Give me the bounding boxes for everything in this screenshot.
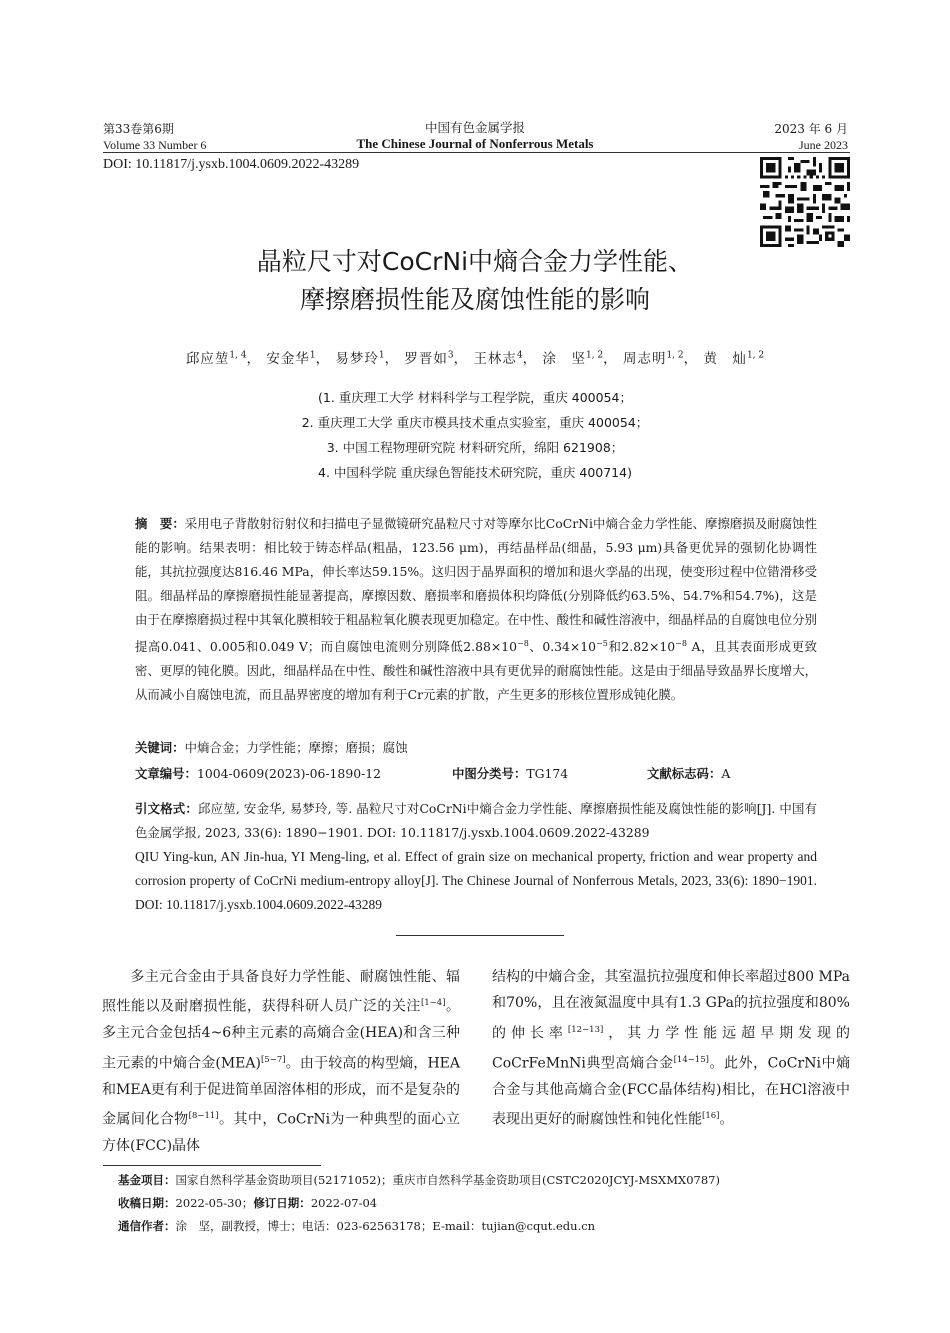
article-title-line2: 摩擦磨损性能及腐蚀性能的影响: [299, 285, 650, 314]
author-name: 安金华: [266, 351, 310, 367]
reference-mark[interactable]: [5−7]: [260, 1054, 286, 1065]
keywords-text: 中熵合金；力学性能；摩擦；磨损；腐蚀: [184, 740, 408, 755]
affiliation-1: (1. 重庆理工大学 材料科学与工程学院，重庆 400054；: [318, 390, 632, 405]
footnote-rule: [103, 1165, 321, 1166]
article-title: [100, 243, 850, 319]
body-column-right: [492, 964, 850, 1133]
abstract-text: 、0.34×10: [528, 639, 597, 655]
exponent: −8: [675, 639, 687, 648]
body-text: 结构的中熵合金，其室温抗拉强度和伸长率超过800 MPa和70%，且在液氮温度中具有1.3 GPa的抗拉强度和80%的伸长率: [492, 969, 850, 1042]
clc-label: 中图分类号：: [452, 766, 527, 781]
body-text: 。此外，CoCrNi中熵合金与其他高熵合金(FCC晶体结构)相比，在HCl溶液中表现出更好的耐腐蚀性和钝化性能: [492, 1055, 850, 1128]
journal-name: [300, 119, 650, 152]
header-date-en: June 2023: [799, 138, 848, 152]
author-affiliation-mark: 3: [447, 350, 454, 361]
citation-label: 引文格式：: [135, 801, 199, 816]
document-code-value: A: [721, 766, 731, 781]
abstract-text: 采用电子背散射衍射仪和扫描电子显微镜研究晶粒尺寸对等摩尔比CoCrNi中熵合金力学性能、摩擦磨损及耐腐蚀性能的影响。结果表明：相比较于铸态样品(粗晶，123.56 μm)，再结晶样品(细晶，5.93 μm)具备更优异的强韧化协调性能，其抗拉强度达816.46 MPa，伸长率达59.15%。这归因于晶界面积的增加和退火孪晶的出现，使变形过程中位错滑移受阻。细晶样品的摩擦磨损性能显著提高，摩擦因数、磨损率和磨损体积均降低(分别降低约63.5%、54.7%和54.7%)，这是由于在摩擦磨损过程中其氧化膜相较于粗晶粒氧化膜表现更加稳定。在中性、酸性和碱性溶液中，细晶样品的自腐蚀电位分别提高0.041、0.005和0.049 V；而自腐蚀电流则分别降低2.88×10: [135, 516, 817, 655]
reference-mark[interactable]: [1−4]: [420, 998, 446, 1009]
author-name: 王林志: [473, 351, 517, 367]
body-text: 。多主元合金包括4~6种主元素的高熵合金(HEA)和含三种主元素的中熵合金(MEA): [102, 998, 461, 1072]
document-code: [647, 763, 730, 785]
author-name: 邱应堃: [185, 351, 230, 367]
author-affiliation-mark: 1: [378, 350, 385, 361]
reference-mark[interactable]: [8−11]: [188, 1110, 219, 1121]
author-name: 易梦玲: [335, 351, 379, 367]
abstract: [135, 512, 817, 707]
author-affiliation-mark: 4: [516, 350, 523, 361]
abstract-text: 和2.82×10: [607, 639, 676, 655]
body-text: ，其力学性能远超早期发现的CoCrFeMnNi典型高熵合金: [492, 1025, 851, 1072]
abstract-label: 摘 要：: [135, 516, 185, 531]
footnote-corresponding: [118, 1218, 838, 1234]
footnote-dates: [118, 1195, 838, 1211]
body-column-left: [102, 964, 460, 1159]
corresponding-text: 涂 坚，副教授，博士；电话：023-62563178；E-mail：tujian@cqut.edu.cn: [175, 1219, 596, 1233]
header-date-cn: 2023 年 6 月: [774, 122, 848, 136]
citation-format: [135, 797, 817, 917]
doi[interactable]: DOI: 10.11817/j.ysxb.1004.0609.2022-43289: [103, 157, 360, 172]
author-affiliation-mark: 1, 2: [666, 350, 684, 361]
header-date: [774, 121, 848, 153]
qr-code-icon[interactable]: [760, 157, 850, 247]
body-text: 多主元合金由于具备良好力学性能、耐腐蚀性能、辐照性能以及耐磨损性能，获得科研人员广泛的关注: [102, 969, 460, 1015]
clc-number: [452, 763, 568, 785]
header-volume-en: Volume 33 Number 6: [103, 138, 207, 152]
revised-label: 修订日期：: [253, 1196, 311, 1210]
reference-mark[interactable]: [14−15]: [673, 1054, 709, 1065]
footnote-funding: [118, 1172, 838, 1188]
affiliation-3: 3. 中国工程物理研究院 材料研究所，绵阳 621908；: [326, 440, 624, 455]
citation-en: QIU Ying-kun, AN Jin-hua, YI Meng-ling, et al. Effect of grain size on mechanical property, friction and wear property and corrosion property of CoCrNi medium-entropy alloy[J]. The Chinese Journal of Nonferrous Metals, 2023, 33(6): 1890−1901. DOI: 10.11817/j.ysxb.1004.0609.2022-43289: [135, 849, 817, 912]
journal-name-en: The Chinese Journal of Nonferrous Metals: [356, 136, 594, 151]
article-title-line1: 晶粒尺寸对CoCrNi中熵合金力学性能、: [256, 247, 694, 276]
section-divider: [396, 935, 564, 936]
keywords: [135, 737, 817, 759]
header-rule: [103, 152, 850, 153]
affiliation-2: 2. 重庆理工大学 重庆市模具技术重点实验室，重庆 400054；: [301, 415, 649, 430]
header-volume-cn: 第33卷第6期: [103, 122, 174, 136]
reference-mark[interactable]: [16]: [702, 1110, 720, 1121]
funding-label: 基金项目：: [118, 1173, 176, 1187]
author-affiliation-mark: 1: [309, 350, 316, 361]
clc-value: TG174: [526, 766, 569, 781]
author-name: 涂 坚: [542, 351, 586, 367]
body-text: 。其中，CoCrNi为一种典型的面心立方体(FCC)晶体: [102, 1111, 460, 1154]
received-label: 收稿日期：: [118, 1196, 176, 1210]
corresponding-label: 通信作者：: [118, 1219, 176, 1233]
document-code-label: 文献标志码：: [647, 766, 722, 781]
article-number-label: 文章编号：: [135, 766, 197, 781]
author-affiliation-mark: 1, 2: [585, 350, 604, 361]
keywords-label: 关键词：: [135, 740, 185, 755]
exponent: −8: [517, 639, 529, 648]
author-name: 罗晋如: [404, 351, 448, 367]
citation-cn: 邱应堃, 安金华, 易梦玲, 等. 晶粒尺寸对CoCrNi中熵合金力学性能、摩擦磨损性能及腐蚀性能的影响[J]. 中国有色金属学报, 2023, 33(6): 1890−1901. DOI: 10.11817/j.ysxb.1004.0609.2022-43289: [135, 801, 818, 840]
author-affiliation-mark: 1, 2: [746, 350, 765, 361]
body-text: 。: [719, 1111, 734, 1128]
author-affiliation-mark: 1, 4: [229, 350, 247, 361]
revised-date: 2022-07-04: [310, 1196, 378, 1210]
header-volume: [103, 121, 206, 153]
exponent: −5: [596, 639, 608, 648]
author-name: 黄 灿: [703, 351, 747, 367]
received-date: 2022-05-30；: [175, 1196, 254, 1210]
reference-mark[interactable]: [12−13]: [567, 1024, 604, 1035]
author-name: 周志明: [622, 351, 667, 367]
abstract-text: A，且其表面形成更致密、更厚的钝化膜。因此，细晶样品在中性、酸性和碱性溶液中具有更优异的耐腐蚀性能。这是由于细晶导致晶界长度增大，从而减小自腐蚀电流，而且晶界密度的增加有利于Cr元素的扩散，产生更多的形核位置形成钝化膜。: [135, 639, 817, 703]
author-list: 邱应堃$^{1, 4}$， 安金华$^1$， 易梦玲$^1$， 罗晋如$^3$， 王林志$^4$， 涂 坚$^{1, 2}$， 周志明$^{1, 2}$， 黄 灿$^{1, 2}$: [185, 350, 765, 367]
body-text: 。由于较高的构型熵，HEA和MEA更有利于促进简单固溶体相的形成，而不是复杂的金属间化合物: [102, 1055, 461, 1128]
journal-name-cn: 中国有色金属学报: [424, 120, 525, 135]
funding-text: 国家自然科学基金资助项目(52171052)；重庆市自然科学基金资助项目(CSTC2020JCYJ-MSXMX0787): [175, 1173, 720, 1187]
article-number: [135, 763, 381, 785]
article-number-value: 1004-0609(2023)-06-1890-12: [196, 766, 382, 781]
affiliation-4: 4. 中国科学院 重庆绿色智能技术研究院，重庆 400714): [318, 465, 632, 480]
